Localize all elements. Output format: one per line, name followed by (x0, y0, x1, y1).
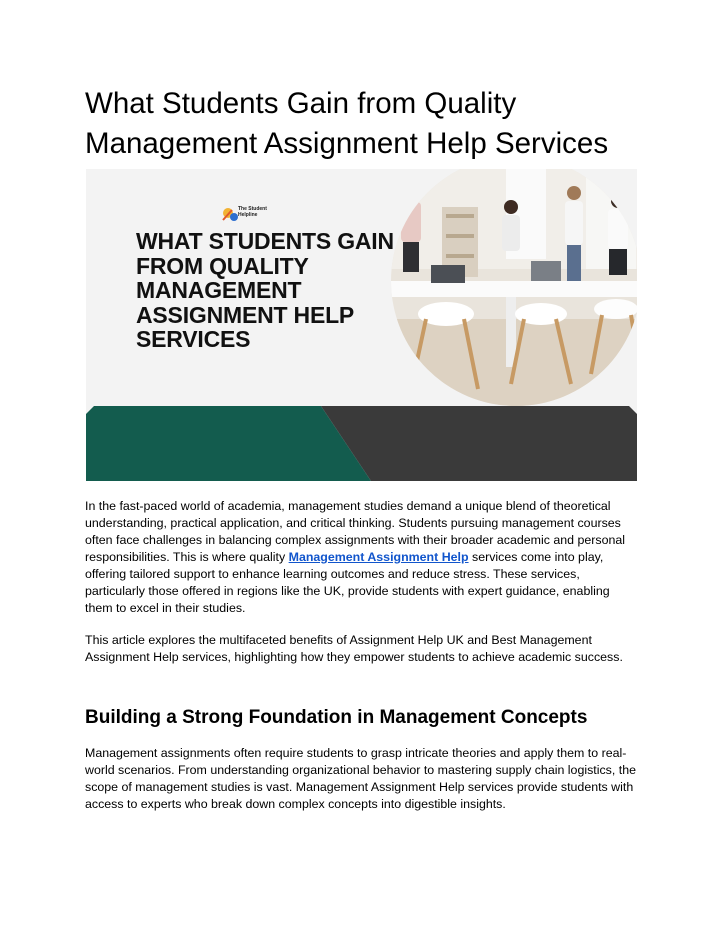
document-title: What Students Gain from Quality Management Assignment Help Services (85, 87, 609, 160)
article-overview-paragraph: This article explores the multifaceted benefits of Assignment Help UK and Best Management Assignment Help services, highlighting how they empower students to achieve academic success. (85, 633, 623, 664)
intro-text-before-link: In the fast-paced world of academia, management studies demand a unique blend of theoretical understanding, practical application, and critical thinking. Students pursuing management courses often face challenges in balancing complex assignments with their broader academic and personal responsibilities. This is where quality (85, 499, 625, 564)
management-assignment-help-link[interactable]: Management Assignment Help (288, 550, 469, 564)
intro-paragraph (85, 498, 640, 617)
section-heading: Building a Strong Foundation in Management Concepts (85, 707, 588, 728)
intro-text-after-link: services come into play, offering tailored support to enhance learning outcomes and reduce stress. These services, particularly those offered in regions like the UK, provide students with expert guidance, enabling them to excel in their studies. (85, 550, 610, 615)
banner-heading: WHAT STUDENTS GAIN FROM QUALITY MANAGEMENT ASSIGNMENT HELP SERVICES (136, 228, 394, 352)
logo-icon (223, 208, 238, 221)
banner-logo-text: The Student Helpline (238, 206, 267, 218)
section-paragraph: Management assignments often require students to grasp intricate theories and apply them to real-world scenarios. From understanding organizational behavior to mastering supply chain logistics, the scope of management studies is vast. Management Assignment Help services provide students with access to experts who break down complex concepts into digestible insights. (85, 746, 636, 811)
banner-image (86, 169, 637, 481)
